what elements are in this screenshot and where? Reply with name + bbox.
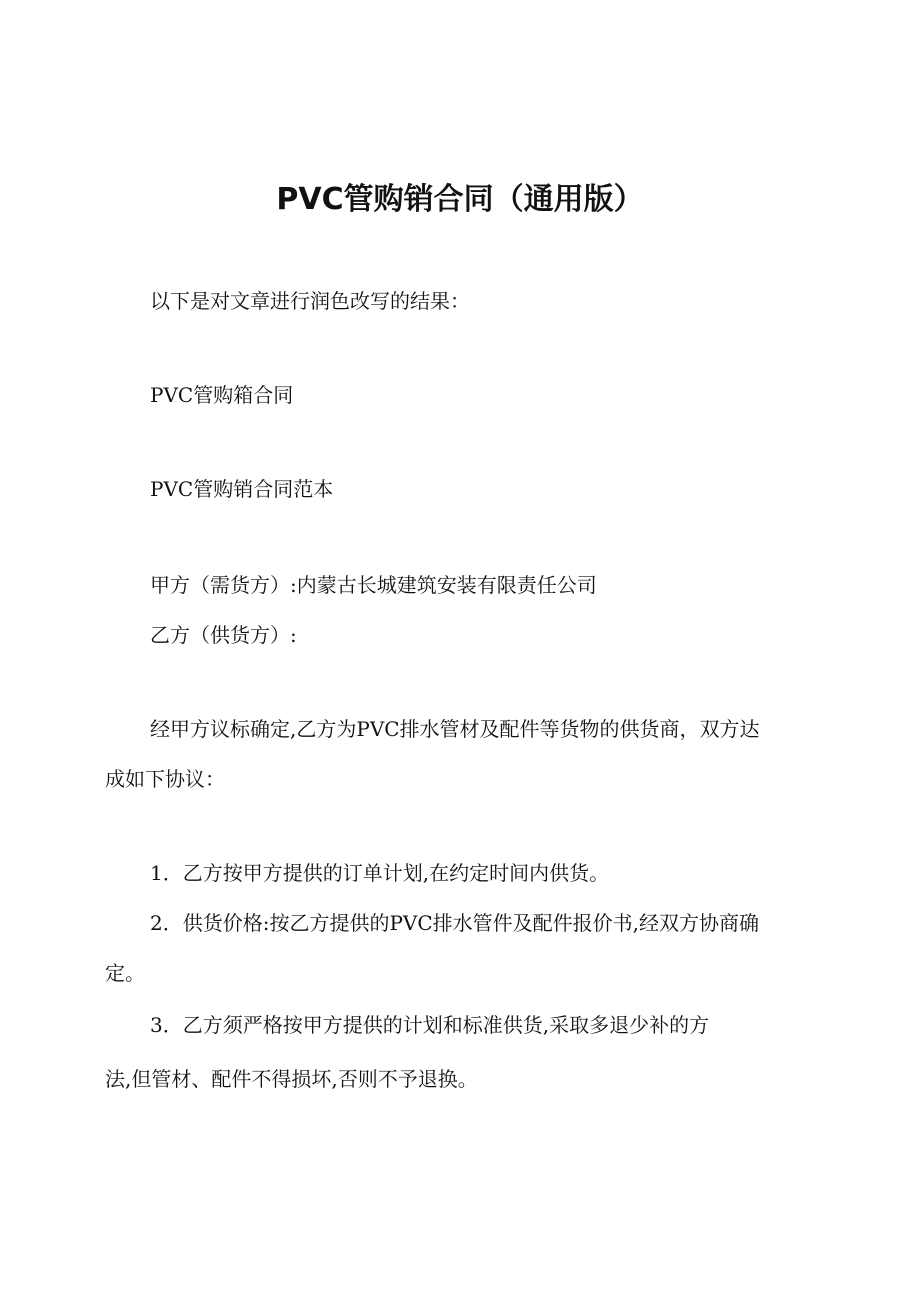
party-a-line: 甲方（需货方）:内蒙古长城建筑安装有限责任公司 — [150, 573, 597, 597]
template-title-line: PVC管购销合同范本 — [150, 477, 334, 501]
subtitle-line: PVC管购箱合同 — [150, 383, 294, 407]
clause-3-line-2: 法,但管材、配件不得损坏,否则不予退换。 — [105, 1067, 478, 1091]
clause-2-line-1: 2．供货价格:按乙方提供的PVC排水管件及配件报价书,经双方协商确 — [150, 911, 760, 935]
document-title: PVC管购销合同（通用版） — [276, 182, 644, 217]
intro-line: 以下是对文章进行润色改写的结果： — [150, 289, 470, 313]
party-b-line: 乙方（供货方）: — [150, 623, 297, 647]
clause-2-line-2: 定。 — [105, 961, 145, 985]
agreement-intro-line-1: 经甲方议标确定,乙方为PVC排水管材及配件等货物的供货商，双方达 — [150, 717, 760, 741]
clause-3-line-1: 3．乙方须严格按甲方提供的计划和标准供货,采取多退少补的方 — [150, 1013, 710, 1037]
agreement-intro-line-2: 成如下协议： — [105, 767, 225, 791]
clause-1-line: 1．乙方按甲方提供的订单计划,在约定时间内供货。 — [150, 861, 610, 885]
